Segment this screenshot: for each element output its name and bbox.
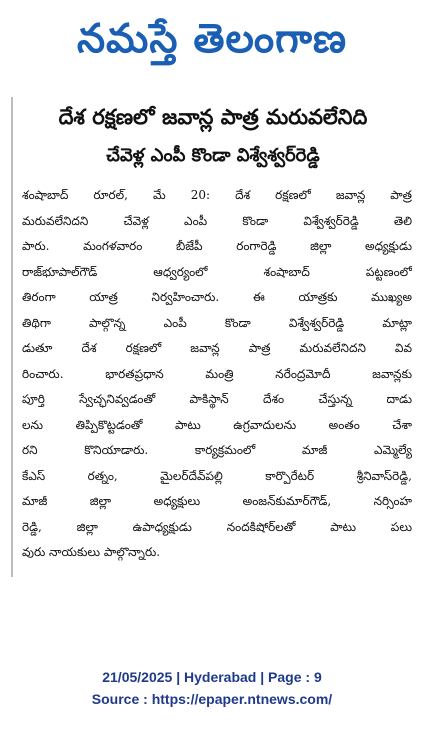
article-body-line: కేఎస్ రత్నం, మైలర్‌దేవ్‌పల్లి కార్పొరేటర్ శ్రీనివాస్‌రెడ్డి, (22, 468, 412, 483)
article-body-line: పూర్తి స్వేచ్ఛనివ్వడంతో పాకిస్థాన్ దేశం చేస్తున్న దాడు (22, 392, 412, 406)
article-body-line: తిథిగా పాల్గొన్న ఎంపీ కొండా విశ్వేశ్వర్‌రెడ్డి మాట్లా (22, 315, 412, 330)
article-body-line: వురు నాయకులు పాల్గొన్నారు. (22, 545, 161, 559)
article-body-line: రెడ్డి, జిల్లా ఉపాధ్యక్షుడు నందకిషోర్‌లతో పాటు పలు (22, 519, 412, 534)
article-body-line: శంషాబాద్ రూరల్, మే 20: దేశ రక్షణలో జవాన్ల పాత్ర (22, 188, 412, 202)
article-body-line: రని కొనియాడారు. కార్యక్రమంలో మాజీ ఎమ్మెల్యే (22, 443, 412, 457)
source-link[interactable]: Source : https://epaper.ntnews.com/ (91, 691, 333, 707)
article-body (22, 183, 412, 566)
publication-info: 21/05/2025 | Hyderabad | Page : 9 (102, 669, 322, 685)
article-body-line: రించారు. భారతప్రధాన మంత్రి నరేంద్రమోదీ జవాన్లకు (22, 366, 412, 381)
newspaper-masthead: నమస్తే తెలంగాణ (76, 16, 348, 62)
article-subheadline: చేవెళ్ల ఎంపీ కొండా విశ్వేశ్వర్‌రెడ్డి (106, 145, 320, 166)
article-body-line: రాజ్‌భూపాల్‌గౌడ్ ఆధ్వర్యంలో శంషాబాద్ పట్టణంలో (22, 264, 412, 279)
article-body-line: లను తిప్పికొట్టడంతో పాటు ఉగ్రవాదులను అంతం చేశా (22, 417, 412, 432)
article-body-line: పారు. మంగళవారం బీజేపీ రంగారెడ్డి జిల్లా అధ్యక్షుడు (22, 239, 412, 253)
article-body-line: తిరంగా యాత్ర నిర్వహించారు. ఈ యాత్రకు ముఖ్యఅ (22, 290, 412, 304)
article-body-line: డుతూ దేశ రక్షణలో జవాన్ల పాత్ర మరువలేనిదని వివ (22, 341, 412, 355)
article-headline: దేశ రక్షణలో జవాన్ల పాత్ర మరువలేనిది (58, 104, 368, 129)
article-body-line: మరువలేనిదని చేవెళ్ల ఎంపీ కొండా విశ్వేశ్వర్‌రెడ్డి తెలి (22, 213, 412, 228)
article-body-line: మాజీ జిల్లా అధ్యక్షులు అంజన్‌కుమార్‌గౌడ్, నర్సింహ (22, 494, 412, 508)
